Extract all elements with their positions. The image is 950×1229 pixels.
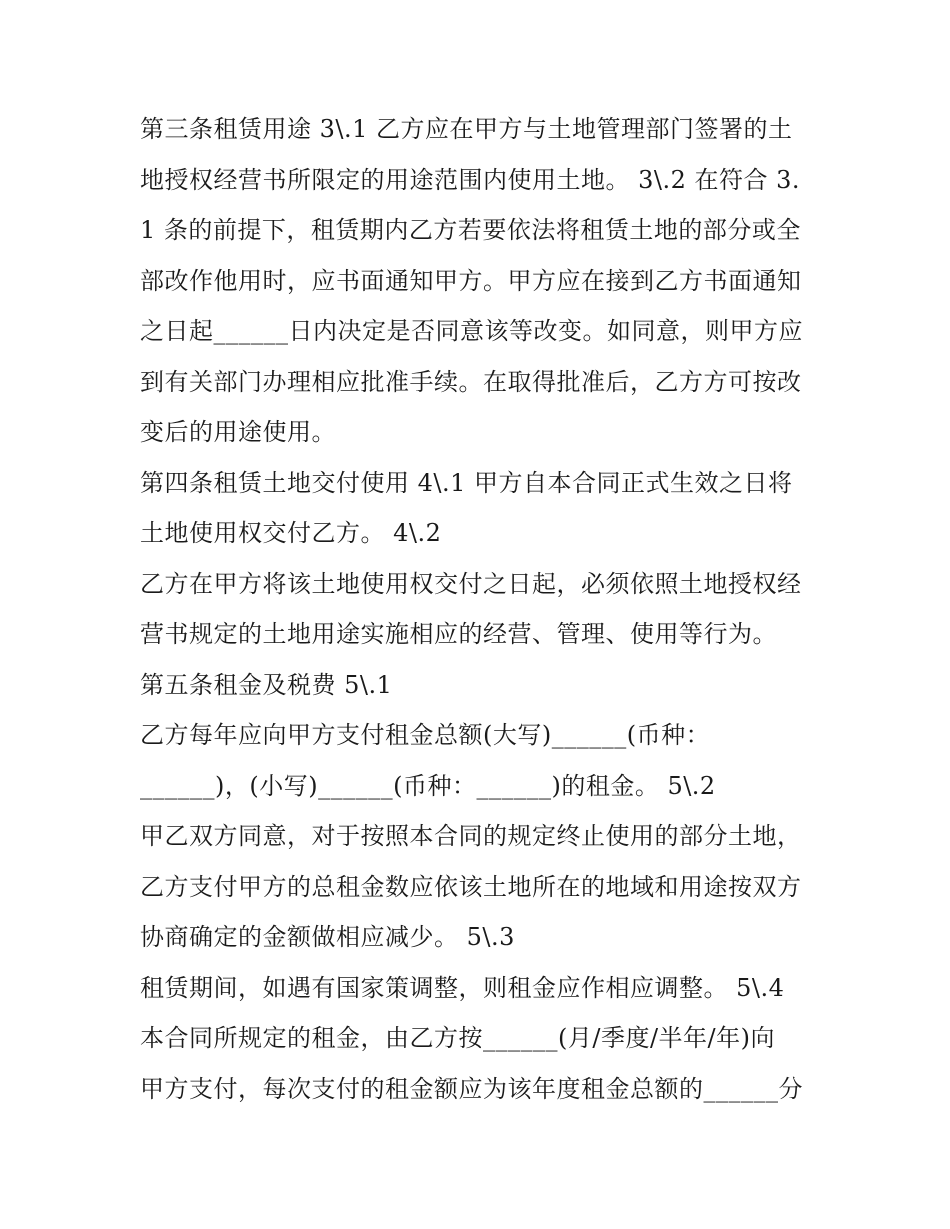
text-line: 乙方在甲方将该土地使用权交付之日起，必须依照土地授权经	[140, 569, 802, 598]
text-line: 租赁期间，如遇有国家策调整，则租金应作相应调整。 5\.4	[140, 973, 785, 1002]
text-line: 土地使用权交付乙方。 4\.2	[140, 519, 442, 547]
text-line: 之日起______日内决定是否同意该等改变。如同意，则甲方应	[140, 317, 803, 345]
text-line: 乙方每年应向甲方支付租金总额(大写)______(币种：	[140, 721, 711, 749]
text-line: 部改作他用时，应书面通知甲方。甲方应在接到乙方书面通知	[140, 266, 802, 295]
text-line: 到有关部门办理相应批准手续。在取得批准后，乙方方可按改	[140, 367, 802, 396]
text-line: 协商确定的金额做相应减少。 5\.3	[140, 923, 515, 951]
document-body	[140, 104, 820, 1114]
text-line: 甲乙双方同意，对于按照本合同的规定终止使用的部分土地，	[140, 822, 802, 850]
text-line: 第三条租赁用途 3\.1 乙方应在甲方与土地管理部门签署的土	[140, 115, 793, 143]
text-line: 营书规定的土地用途实施相应的经营、管理、使用等行为。	[140, 620, 777, 648]
text-line: 变后的用途使用。	[140, 418, 336, 446]
text-line: 地授权经营书所限定的用途范围内使用土地。 3\.2 在符合 3.	[140, 165, 801, 194]
text-line: 第四条租赁土地交付使用 4\.1 甲方自本合同正式生效之日将	[140, 468, 793, 497]
text-line: 甲方支付，每次支付的租金额应为该年度租金总额的______分	[140, 1074, 803, 1103]
text-line: 第五条租金及税费 5\.1	[140, 670, 393, 699]
text-line: 乙方支付甲方的总租金数应依该土地所在的地域和用途按双方	[140, 872, 802, 901]
text-line: 1 条的前提下，租赁期内乙方若要依法将租赁土地的部分或全	[140, 216, 801, 244]
text-line: ______)，(小写)______(币种：______)的租金。 5\.2	[140, 771, 716, 800]
text-line: 本合同所规定的租金，由乙方按______(月/季度/半年/年)向	[140, 1024, 775, 1052]
